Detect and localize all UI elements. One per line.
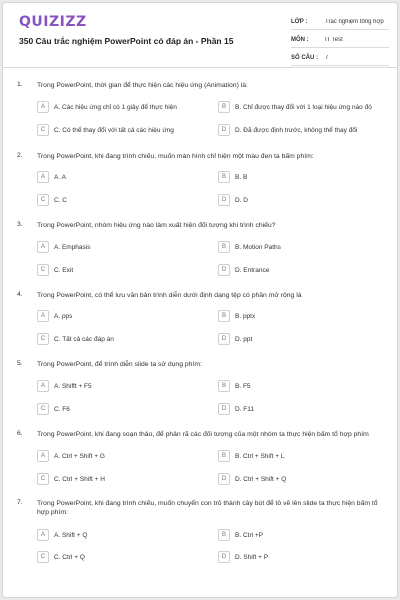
option-d[interactable] (218, 264, 269, 276)
option-text: B. F5 (235, 382, 251, 390)
option-b[interactable] (218, 529, 263, 541)
option-text: D. Đã được định trước, không thể thay đổi (235, 126, 358, 134)
option-text: B. pptx (235, 312, 256, 320)
worksheet-header (3, 3, 397, 67)
question-text: Trong PowerPoint, để trình diễn slide ta sử dụng phím: (37, 361, 202, 368)
option-a[interactable] (37, 241, 91, 253)
meta-class-label: LỚP : (291, 19, 308, 25)
option-c[interactable] (37, 264, 73, 276)
option-letter-box: A (37, 380, 49, 392)
option-text: D. Entrance (235, 266, 270, 274)
option-b[interactable] (218, 241, 281, 253)
option-c[interactable] (37, 333, 114, 345)
option-letter-box: A (37, 241, 49, 253)
meta-class-row (291, 15, 389, 30)
worksheet-meta (291, 15, 389, 69)
question-text: Trong PowerPoint, nhóm hiệu ứng nào làm xuất hiện đối tượng khi trình chiếu? (37, 222, 276, 229)
option-letter-box: C (37, 473, 49, 485)
option-a[interactable] (37, 101, 177, 113)
question-text: Trong PowerPoint, khi đang soạn thảo, để phân rã các đối tượng của một nhóm ta thực hiện bấm tổ hợp phím (37, 431, 369, 438)
option-letter-box: B (218, 241, 230, 253)
option-a[interactable] (37, 450, 105, 462)
option-d[interactable] (218, 473, 286, 485)
option-letter-box: C (37, 264, 49, 276)
option-text: C. Tất cả các đáp án (54, 335, 114, 343)
option-letter-box: B (218, 529, 230, 541)
option-d[interactable] (218, 194, 248, 206)
option-letter-box: C (37, 551, 49, 563)
option-text: D. F11 (235, 405, 255, 413)
option-b[interactable] (218, 171, 247, 183)
option-letter-box: D (218, 403, 230, 415)
question-number: 7. (17, 499, 23, 506)
option-d[interactable] (218, 551, 268, 563)
option-d[interactable] (218, 333, 252, 345)
option-text: D. Shift + P (235, 553, 269, 561)
option-text: D. ppt (235, 335, 253, 343)
option-text: C. Exit (54, 266, 74, 274)
option-a[interactable] (37, 380, 92, 392)
option-letter-box: D (218, 264, 230, 276)
option-text: D. D (235, 196, 248, 204)
option-letter-box: C (37, 333, 49, 345)
meta-count-value: 7 (325, 55, 329, 61)
meta-subject-label: MÔN : (291, 37, 309, 43)
option-a[interactable] (37, 529, 87, 541)
option-letter-box: C (37, 124, 49, 136)
question-text: Trong PowerPoint, khi đang trình chiếu, muốn màn hình chỉ hiện một màu đen ta bấm phím: (37, 153, 314, 160)
option-a[interactable] (37, 310, 72, 322)
option-letter-box: A (37, 101, 49, 113)
option-text: B. Chỉ được thay đổi với 1 loại hiệu ứng nào đó (235, 103, 372, 111)
option-text: B. Motion Paths (235, 243, 281, 251)
option-letter-box: D (218, 124, 230, 136)
option-b[interactable] (218, 450, 285, 462)
question-number: 4. (17, 291, 23, 298)
option-c[interactable] (37, 473, 105, 485)
option-letter-box: D (218, 551, 230, 563)
question-number: 6. (17, 430, 23, 437)
option-text: C. C (54, 196, 67, 204)
option-d[interactable] (218, 403, 254, 415)
option-d[interactable] (218, 124, 357, 136)
option-letter-box: B (218, 171, 230, 183)
question-number: 5. (17, 360, 23, 367)
option-letter-box: D (218, 194, 230, 206)
option-b[interactable] (218, 380, 251, 392)
meta-subject-row (291, 33, 389, 48)
option-text: A. A (54, 173, 66, 181)
option-b[interactable] (218, 310, 255, 322)
question-number: 3. (17, 221, 23, 228)
option-text: A. pps (54, 312, 73, 320)
option-text: C. F6 (54, 405, 70, 413)
worksheet-page (2, 2, 398, 598)
worksheet-title: 350 Câu trắc nghiệm PowerPoint có đáp án - Phần 15 (19, 36, 234, 46)
meta-subject-value: IT Test (325, 37, 343, 43)
option-text: A. Emphasis (54, 243, 91, 251)
option-letter-box: B (218, 310, 230, 322)
meta-count-row (291, 51, 389, 66)
option-text: C. Có thể thay đổi với tất cả các hiệu ứng (54, 126, 174, 134)
question-number: 1. (17, 81, 23, 88)
option-a[interactable] (37, 171, 66, 183)
option-text: A. Ctrl + Shift + G (54, 452, 105, 460)
option-letter-box: C (37, 403, 49, 415)
option-c[interactable] (37, 403, 70, 415)
option-text: A. Shifft + F5 (54, 382, 92, 390)
question-number: 2. (17, 152, 23, 159)
option-letter-box: A (37, 171, 49, 183)
question-text: Trong PowerPoint, khi đang trình chiếu, muốn chuyển con trỏ thành cây bút để tô vẽ lên slide ta thực hiện bấm tổ hợp phím: (37, 500, 378, 516)
header-divider (3, 67, 397, 68)
quizizz-logo: QUIZIZZ (19, 14, 87, 30)
option-letter-box: C (37, 194, 49, 206)
option-c[interactable] (37, 551, 85, 563)
option-letter-box: D (218, 333, 230, 345)
option-letter-box: B (218, 380, 230, 392)
meta-class-value: Trắc nghiệm tổng hợp (325, 19, 384, 25)
option-letter-box: A (37, 310, 49, 322)
option-c[interactable] (37, 124, 174, 136)
option-b[interactable] (218, 101, 372, 113)
question-text: Trong PowerPoint, thời gian để thực hiện các hiệu ứng (Animation) là: (37, 82, 248, 89)
option-text: C. Ctrl + Q (54, 553, 85, 561)
option-text: A. Các hiệu ứng chỉ có 1 giây để thực hiện (54, 103, 177, 111)
option-letter-box: D (218, 473, 230, 485)
option-letter-box: B (218, 450, 230, 462)
option-text: B. Ctrl + Shift + L (235, 452, 285, 460)
option-text: B. Ctrl +P (235, 531, 263, 539)
option-letter-box: B (218, 101, 230, 113)
option-text: C. Ctrl + Shift + H (54, 475, 105, 483)
option-text: D. Ctrl + Shift + Q (235, 475, 287, 483)
option-letter-box: A (37, 450, 49, 462)
question-text: Trong PowerPoint, có thể lưu văn bản trình diễn dưới định dạng tệp có phần mở rộng là (37, 292, 302, 299)
option-letter-box: A (37, 529, 49, 541)
option-text: B. B (235, 173, 248, 181)
option-text: A. Shift + Q (54, 531, 88, 539)
option-c[interactable] (37, 194, 67, 206)
meta-count-label: SỐ CÂU : (291, 55, 318, 61)
